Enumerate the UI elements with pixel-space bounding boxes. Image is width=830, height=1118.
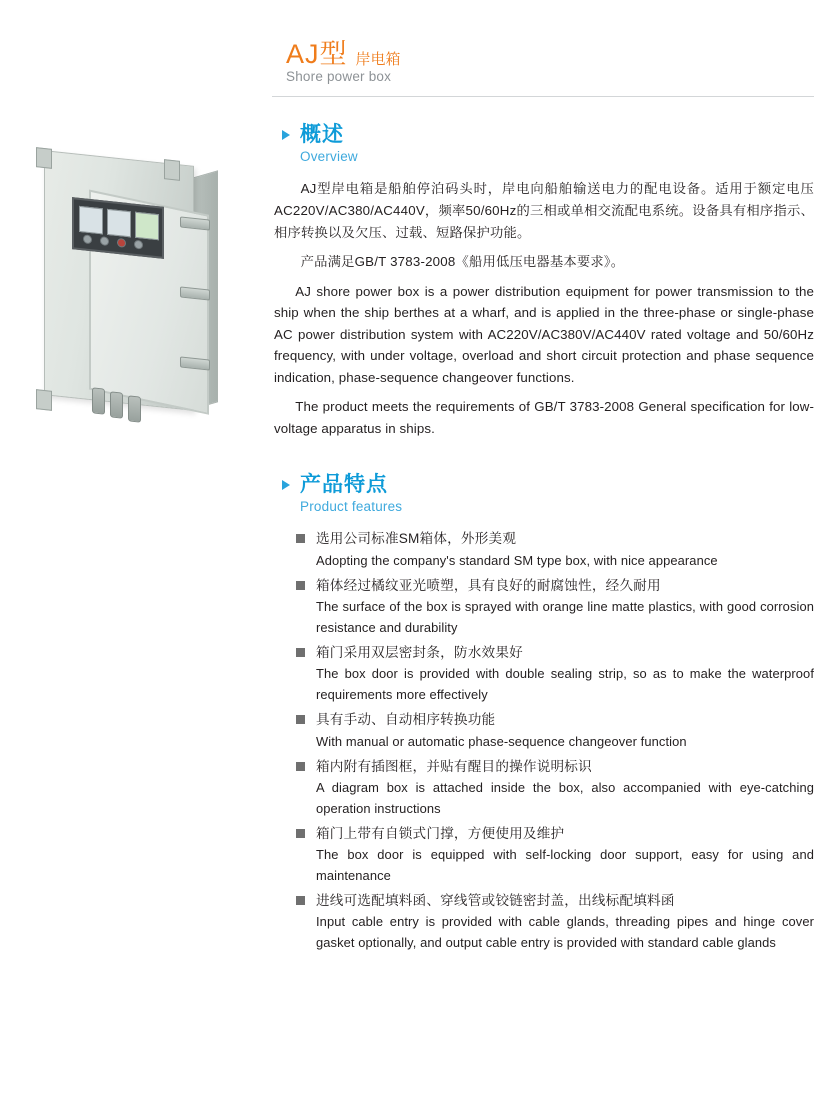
overview-heading-cn: 概述 bbox=[300, 123, 344, 147]
title-divider bbox=[272, 96, 814, 97]
emergency-button-icon bbox=[117, 238, 126, 248]
feature-text-cn bbox=[296, 823, 814, 845]
mounting-lug bbox=[36, 147, 52, 169]
feature-text-en: The box door is equipped with self-locking door support, easy for using and maintenance bbox=[316, 847, 814, 884]
feature-item bbox=[296, 709, 814, 752]
features-heading-en: Product features bbox=[300, 499, 403, 515]
feature-text-en: The box door is provided with double sealing strip, so as to make the waterproof requirements more effectively bbox=[316, 666, 814, 703]
feature-item bbox=[296, 756, 814, 820]
product-name-cn: 岸电箱 bbox=[355, 50, 401, 68]
feature-label-cn: 箱门上带有自锁式门撑，方便使用及维护 bbox=[316, 825, 565, 841]
feature-text-en: The surface of the box is sprayed with orange line matte plastics, with good corrosion resistance and durability bbox=[316, 599, 814, 636]
feature-label-cn: 箱内附有插图框，并贴有醒目的操作说明标识 bbox=[316, 758, 592, 774]
feature-text-cn bbox=[296, 709, 814, 731]
overview-paragraph-en-2: The product meets the requirements of GB/T 3783-2008 General specification for low-voltage apparatus in ships. bbox=[274, 399, 814, 436]
overview-body bbox=[272, 178, 814, 439]
cable-gland-icon bbox=[110, 391, 123, 418]
feature-label-cn: 箱体经过橘纹亚光喷塑，具有良好的耐腐蚀性，经久耐用 bbox=[316, 577, 661, 593]
square-bullet-icon bbox=[296, 829, 305, 838]
feature-item bbox=[296, 890, 814, 954]
feature-item bbox=[296, 823, 814, 887]
instrument-panel bbox=[72, 197, 164, 259]
meter-icon bbox=[79, 206, 103, 235]
triangle-bullet-icon bbox=[282, 130, 290, 140]
feature-label-cn: 进线可选配填料函、穿线管或铰链密封盖，出线标配填料函 bbox=[316, 893, 675, 909]
knob-icon bbox=[83, 234, 92, 244]
feature-text-cn bbox=[296, 528, 814, 550]
feature-label-cn: 箱门采用双层密封条，防水效果好 bbox=[316, 645, 523, 661]
cable-gland-icon bbox=[92, 387, 105, 414]
features-heading bbox=[272, 473, 814, 514]
feature-item bbox=[296, 575, 814, 639]
feature-text-cn bbox=[296, 575, 814, 597]
product-title-block bbox=[272, 40, 814, 84]
features-list bbox=[272, 528, 814, 954]
feature-text-cn bbox=[296, 642, 814, 664]
knob-icon bbox=[134, 240, 143, 250]
feature-label-cn: 具有手动、自动相序转换功能 bbox=[316, 712, 496, 728]
features-heading-cn: 产品特点 bbox=[300, 473, 388, 497]
product-model: AJ型 bbox=[286, 39, 348, 69]
content-column bbox=[258, 0, 830, 1118]
overview-paragraph-cn-1: AJ型岸电箱是船舶停泊码头时，岸电向船舶输送电力的配电设备。适用于额定电压AC220V/AC380/AC440V，频率50/60Hz的三相或单相交流配电系统。设备具有相序指示、相序转换以及欠压、过载、短路保护功能。 bbox=[274, 181, 814, 240]
square-bullet-icon bbox=[296, 762, 305, 771]
meter-icon bbox=[107, 209, 131, 238]
overview-heading bbox=[272, 123, 814, 164]
shore-power-box-photo bbox=[14, 140, 244, 440]
mounting-lug bbox=[164, 159, 180, 181]
box-enclosure bbox=[44, 150, 194, 411]
square-bullet-icon bbox=[296, 715, 305, 724]
triangle-bullet-icon bbox=[282, 480, 290, 490]
square-bullet-icon bbox=[296, 896, 305, 905]
product-name-en: Shore power box bbox=[286, 69, 392, 85]
feature-text-en: Input cable entry is provided with cable glands, threading pipes and hinge cover gasket optionally, and output cable entry is provided with standard cable glands bbox=[316, 914, 814, 951]
feature-item bbox=[296, 642, 814, 706]
feature-text-en: A diagram box is attached inside the box, also accompanied with eye-catching operation instructions bbox=[316, 780, 814, 816]
feature-text-cn bbox=[296, 756, 814, 778]
feature-item bbox=[296, 528, 814, 571]
mounting-lug bbox=[36, 389, 52, 411]
overview-paragraph-en-1: AJ shore power box is a power distribution equipment for power transmission to the ship when the ship berthes at a wharf, and is applied in the three-phase or single-phase AC power distribution system with AC220V/AC380V/AC440V rated voltage and 50/60Hz frequency, with under voltage, overload and short circuit protection and phase sequence indication, phase-sequence changeover functions. bbox=[274, 283, 814, 385]
knob-icon bbox=[100, 236, 109, 246]
feature-text-cn bbox=[296, 890, 814, 912]
overview-paragraph-cn-2: 产品满足GB/T 3783-2008《船用低压电器基本要求》。 bbox=[300, 254, 625, 270]
square-bullet-icon bbox=[296, 534, 305, 543]
indicator-icon bbox=[135, 212, 159, 241]
overview-heading-en: Overview bbox=[300, 149, 358, 165]
square-bullet-icon bbox=[296, 648, 305, 657]
feature-label-cn: 选用公司标准SM箱体，外形美观 bbox=[316, 531, 517, 547]
feature-text-en: With manual or automatic phase-sequence changeover function bbox=[316, 733, 687, 749]
product-image-column bbox=[0, 0, 258, 1118]
cable-gland-icon bbox=[128, 395, 141, 422]
square-bullet-icon bbox=[296, 581, 305, 590]
feature-text-en: Adopting the company's standard SM type box, with nice appearance bbox=[316, 552, 718, 568]
